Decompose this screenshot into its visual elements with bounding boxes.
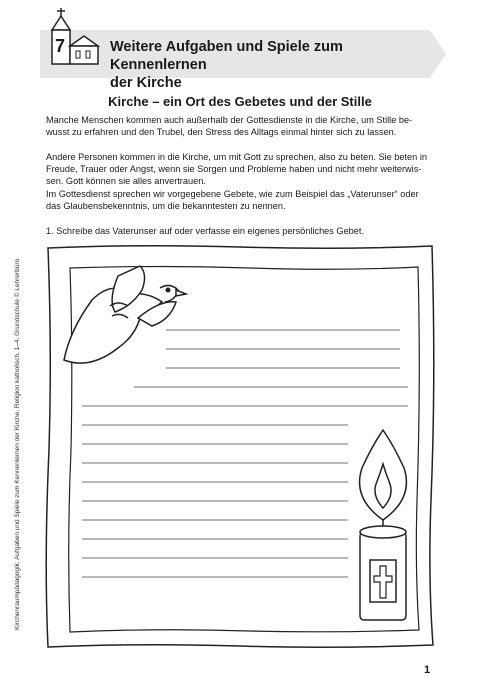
paragraph-line: wusst zu erfahren und den Trubel, den Stress des Alltags einmal hinter sich zu lassen.	[46, 127, 397, 138]
dove-icon	[64, 266, 186, 363]
chapter-title-line1: Weitere Aufgaben und Spiele zum Kennenlernen	[110, 39, 343, 73]
paragraph-line: Im Gottesdienst sprechen wir vorgegebene Gebete, wie zum Beispiel das „Vaterunser“ oder	[46, 188, 419, 199]
task-instruction: 1. Schreibe das Vaterunser auf oder verfasse ein eigenes persönliches Gebet.	[46, 226, 365, 236]
paragraph-line: das Glaubensbekenntnis, um die bekanntesten zu nennen.	[46, 200, 286, 211]
candle-icon	[360, 430, 407, 620]
paragraph-line: Manche Menschen kommen auch außerhalb der Gottesdienste in die Kirche, um Stille be-	[46, 115, 413, 125]
section-title: Kirche – ein Ort des Gebetes und der Stille	[108, 94, 372, 109]
page-number: 1	[424, 664, 431, 676]
paragraph-line: sen. Gott können sie alles anvertrauen.	[46, 176, 206, 187]
paragraph-line: Freude, Trauer oder Angst, wenn sie Sorgen und Probleme haben und nicht mehr weiterwis-	[46, 164, 422, 175]
paragraph-line: Andere Personen kommen in die Kirche, um mit Gott zu sprechen, also zu beten. Sie beten in	[46, 152, 427, 162]
chapter-title-line2: der Kirche	[110, 75, 182, 91]
side-copyright-text: Kirchenraumpädagogik: Aufgaben und Spiele zum Kennenlernen der Kirche, Religion katholisch, 1–4. Grundschule © Lehrerbüro	[14, 258, 21, 630]
writing-lines	[82, 330, 408, 577]
chapter-number: 7	[54, 36, 65, 56]
